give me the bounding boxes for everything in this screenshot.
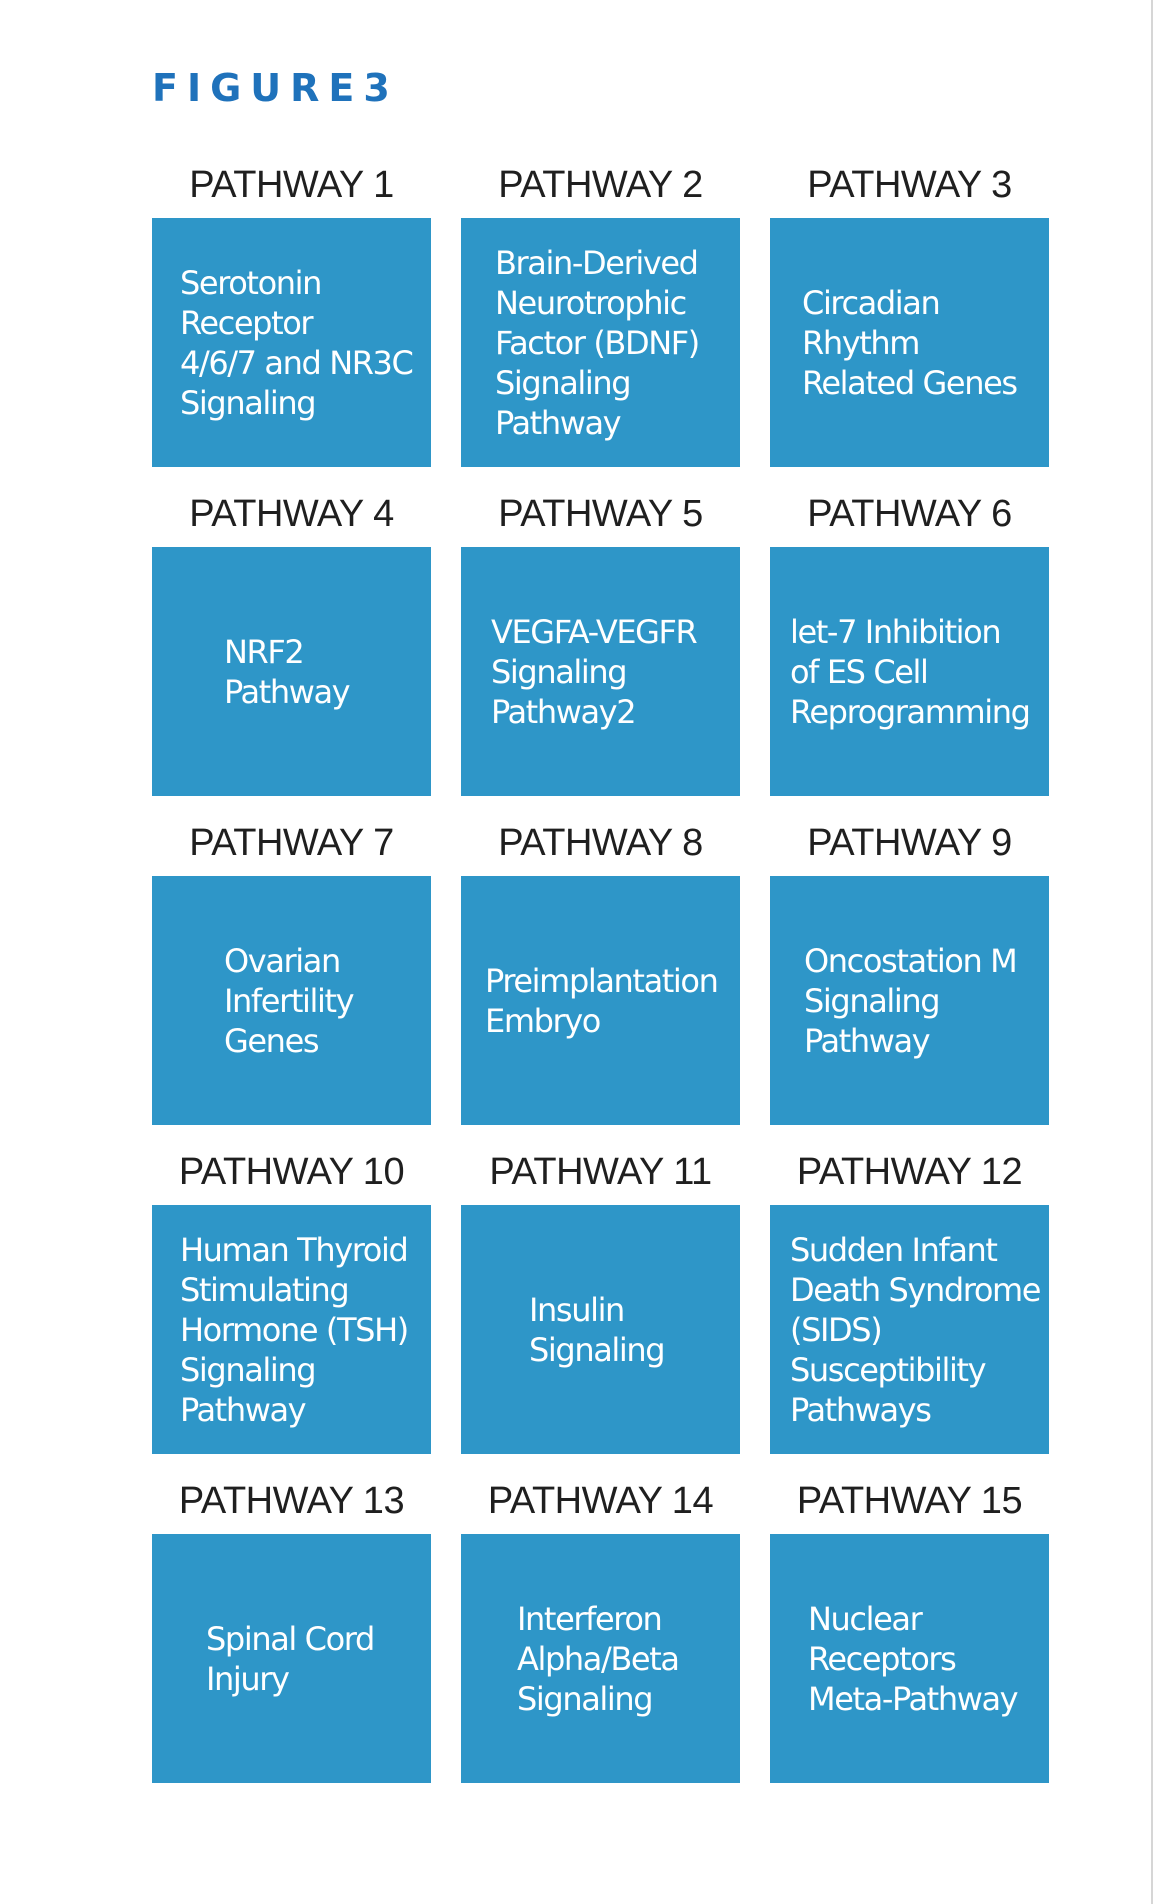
pathway-box: [152, 876, 431, 1125]
pathway-box-text: NRF2 Pathway: [224, 632, 350, 711]
pathway-label: PATHWAY 4: [189, 493, 394, 535]
pathway-box: [152, 1534, 431, 1783]
pathway-cell-14: [461, 1471, 740, 1800]
pathway-label: PATHWAY 15: [796, 1480, 1023, 1522]
pathway-label: PATHWAY 6: [807, 493, 1012, 535]
pathway-cell-12: [770, 1142, 1049, 1471]
pathway-cell-8: [461, 813, 740, 1142]
pathway-label: PATHWAY 8: [498, 822, 703, 864]
pathway-box-text: Human Thyroid Stimulating Hormone (TSH) Signaling Pathway: [180, 1230, 408, 1429]
pathway-cell-1: [152, 155, 431, 484]
pathway-label: PATHWAY 7: [189, 822, 394, 864]
pathway-cell-7: [152, 813, 431, 1142]
pathway-cell-9: [770, 813, 1049, 1142]
pathway-label: PATHWAY 13: [178, 1480, 405, 1522]
pathway-label: PATHWAY 10: [178, 1151, 405, 1193]
pathway-box-text: Circadian Rhythm Related Genes: [802, 283, 1017, 402]
pathway-box-text: Preimplantation Embryo: [485, 961, 718, 1040]
pathway-box: [770, 547, 1049, 796]
pathway-grid: [152, 155, 1052, 1800]
pathway-box: [152, 218, 431, 467]
pathway-box: [461, 1534, 740, 1783]
pathway-box-text: VEGFA-VEGFR Signaling Pathway2: [491, 612, 697, 731]
pathway-box: [152, 1205, 431, 1454]
pathway-label: PATHWAY 3: [807, 164, 1012, 206]
pathway-box: [770, 876, 1049, 1125]
pathway-label: PATHWAY 2: [498, 164, 703, 206]
pathway-box: [461, 218, 740, 467]
pathway-cell-4: [152, 484, 431, 813]
pathway-label: PATHWAY 5: [498, 493, 703, 535]
pathway-label: PATHWAY 12: [796, 1151, 1023, 1193]
pathway-cell-6: [770, 484, 1049, 813]
pathway-label: PATHWAY 1: [189, 164, 394, 206]
pathway-box-text: Nuclear Receptors Meta-Pathway: [808, 1599, 1018, 1718]
pathway-label: PATHWAY 11: [489, 1151, 712, 1193]
page-edge-divider: [1151, 0, 1153, 1904]
pathway-box: [461, 876, 740, 1125]
pathway-cell-11: [461, 1142, 740, 1471]
pathway-box-text: Spinal Cord Injury: [206, 1619, 374, 1698]
pathway-cell-3: [770, 155, 1049, 484]
pathway-box: [461, 547, 740, 796]
pathway-box-text: let-7 Inhibition of ES Cell Reprogramming: [790, 612, 1030, 731]
pathway-box: [461, 1205, 740, 1454]
pathway-box: [152, 547, 431, 796]
pathway-box: [770, 1205, 1049, 1454]
pathway-cell-2: [461, 155, 740, 484]
pathway-box: [770, 218, 1049, 467]
pathway-label: PATHWAY 14: [487, 1480, 714, 1522]
pathway-box-text: Brain-Derived Neurotrophic Factor (BDNF) Signaling Pathway: [495, 243, 699, 442]
pathway-cell-10: [152, 1142, 431, 1471]
pathway-box-text: Ovarian Infertility Genes: [224, 941, 354, 1060]
pathway-cell-5: [461, 484, 740, 813]
pathway-box: [770, 1534, 1049, 1783]
pathway-box-text: Insulin Signaling: [529, 1290, 665, 1369]
pathway-box-text: Sudden Infant Death Syndrome (SIDS) Susceptibility Pathways: [790, 1230, 1041, 1429]
pathway-box-text: Oncostation M Signaling Pathway: [804, 941, 1017, 1060]
pathway-cell-15: [770, 1471, 1049, 1800]
pathway-box-text: Interferon Alpha/Beta Signaling: [517, 1599, 679, 1718]
pathway-cell-13: [152, 1471, 431, 1800]
pathway-label: PATHWAY 9: [807, 822, 1012, 864]
pathway-box-text: Serotonin Receptor 4/6/7 and NR3C Signaling: [180, 263, 413, 422]
figure-title: FIGURE3: [152, 66, 399, 110]
